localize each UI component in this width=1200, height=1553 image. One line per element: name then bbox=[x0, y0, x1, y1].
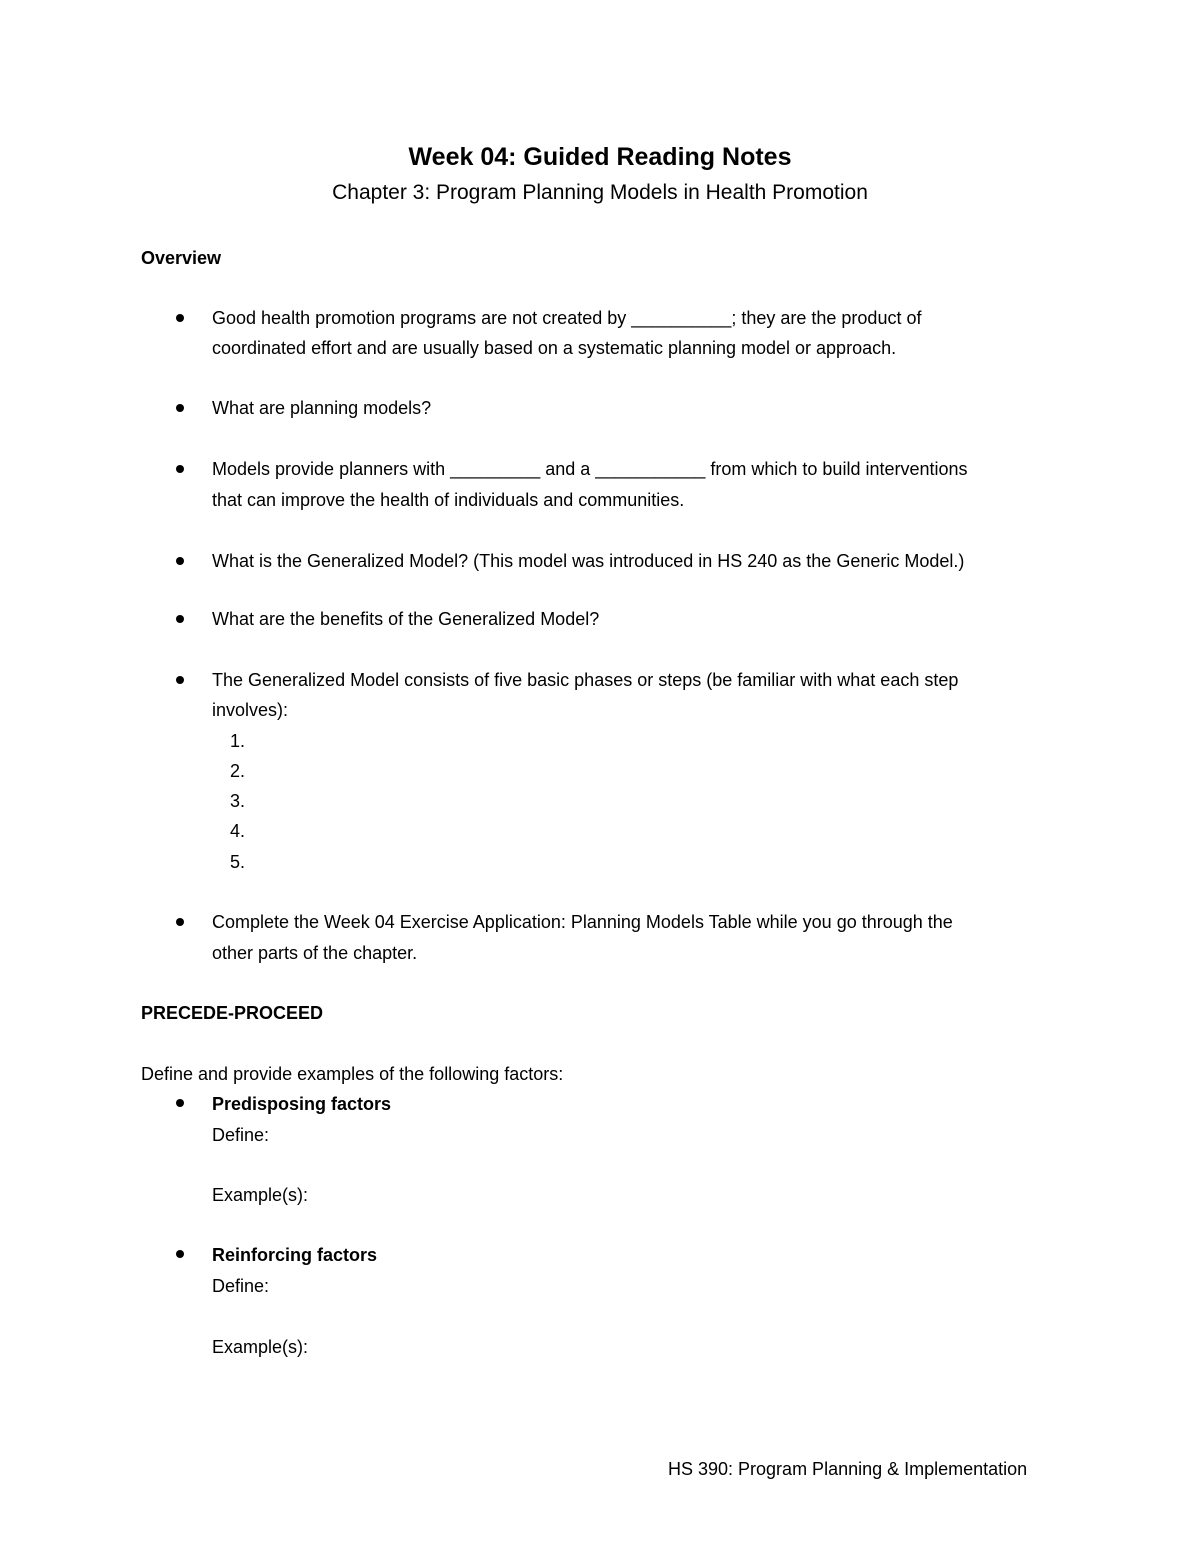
overview-bullet-7-line-2: other parts of the chapter. bbox=[212, 943, 418, 963]
page-subtitle: Chapter 3: Program Planning Models in Health Promotion bbox=[332, 181, 868, 204]
overview-bullet-2-line-1: What are planning models? bbox=[212, 398, 432, 418]
factor-example-label: Example(s): bbox=[212, 1185, 309, 1205]
precede-intro: Define and provide examples of the following factors: bbox=[141, 1064, 564, 1084]
bullet-icon bbox=[176, 314, 184, 322]
step-number: 5. bbox=[230, 852, 246, 872]
bullet-icon bbox=[176, 615, 184, 623]
overview-bullet-3-line-1: Models provide planners with _________ and a ___________ from which to build interventions bbox=[212, 459, 968, 479]
bullet-icon bbox=[176, 557, 184, 565]
step-number: 1. bbox=[230, 731, 246, 751]
overview-bullet-7-line-1: Complete the Week 04 Exercise Application: Planning Models Table while you go through the bbox=[212, 912, 953, 932]
page-footer: HS 390: Program Planning & Implementation bbox=[668, 1459, 1028, 1479]
page-title: Week 04: Guided Reading Notes bbox=[408, 143, 792, 171]
precede-proceed-heading: PRECEDE-PROCEED bbox=[141, 1003, 324, 1023]
step-number: 4. bbox=[230, 821, 246, 841]
factor-define-label: Define: bbox=[212, 1276, 270, 1296]
step-number: 3. bbox=[230, 791, 246, 811]
factor-example-label: Example(s): bbox=[212, 1337, 309, 1357]
factor-name-reinforcing: Reinforcing factors bbox=[212, 1245, 378, 1265]
bullet-icon bbox=[176, 918, 184, 926]
overview-bullet-3-line-2: that can improve the health of individuals and communities. bbox=[212, 490, 685, 510]
overview-bullet-4-line-1: What is the Generalized Model? (This model was introduced in HS 240 as the Generic Model.) bbox=[212, 551, 965, 571]
overview-bullet-6-line-2: involves): bbox=[212, 700, 289, 720]
bullet-icon bbox=[176, 404, 184, 412]
overview-bullet-1-line-1: Good health promotion programs are not created by __________; they are the product of bbox=[212, 308, 922, 328]
factor-name-predisposing: Predisposing factors bbox=[212, 1094, 392, 1114]
overview-bullet-6-line-1: The Generalized Model consists of five basic phases or steps (be familiar with what each step bbox=[212, 670, 959, 690]
overview-heading: Overview bbox=[141, 248, 222, 268]
step-number: 2. bbox=[230, 761, 246, 781]
overview-bullet-1-line-2: coordinated effort and are usually based on a systematic planning model or approach. bbox=[212, 338, 897, 358]
bullet-icon bbox=[176, 1099, 184, 1107]
bullet-icon bbox=[176, 465, 184, 473]
bullet-icon bbox=[176, 1250, 184, 1258]
bullet-icon bbox=[176, 676, 184, 684]
factor-define-label: Define: bbox=[212, 1125, 270, 1145]
overview-bullet-5-line-1: What are the benefits of the Generalized Model? bbox=[212, 609, 600, 629]
